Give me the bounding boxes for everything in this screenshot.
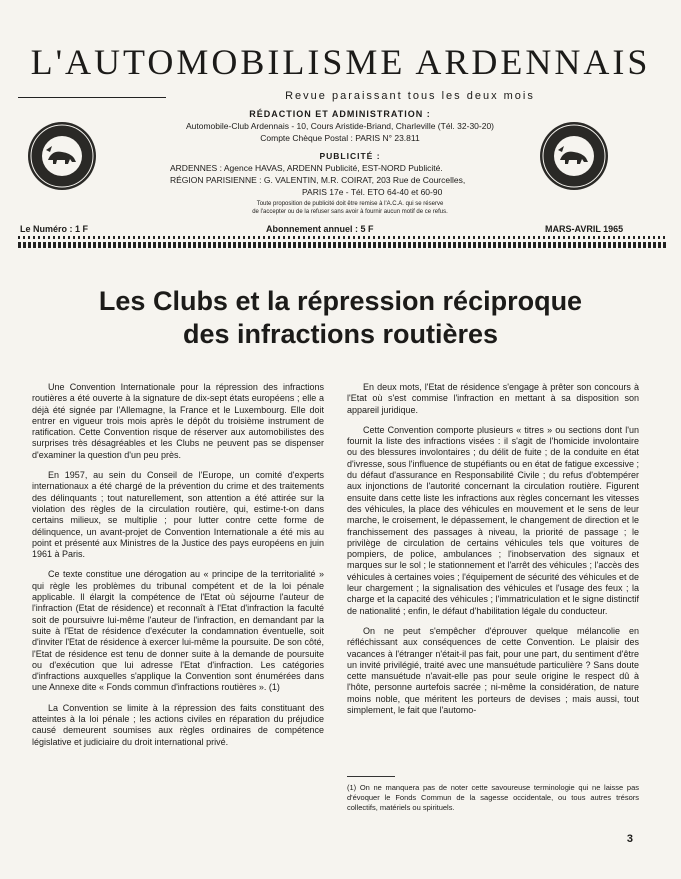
publicite-block	[170, 150, 530, 216]
publicite-ardennes: ARDENNES : Agence HAVAS, ARDENN Publicité, EST-NORD Publicité.	[170, 163, 443, 173]
publicite-region-2: PARIS 17e - Tél. ETO 64-40 et 60-90	[302, 187, 443, 197]
redaction-address: Automobile-Club Ardennais - 10, Cours Aristide-Briand, Charleville (Tél. 32-30-20)	[185, 121, 495, 131]
article-title-line-2: des infractions routières	[182, 319, 499, 349]
issue-price: Le Numéro : 1 F	[20, 224, 89, 234]
issue-date: MARS-AVRIL 1965	[545, 224, 624, 234]
postal-account: Compte Chèque Postal : PARIS N° 23.811	[260, 133, 420, 143]
redaction-heading: RÉDACTION ET ADMINISTRATION :	[249, 109, 431, 119]
article-title	[0, 285, 681, 351]
subtitle-rule	[18, 97, 166, 98]
page-number: 3	[626, 833, 633, 845]
publicite-region-1: RÉGION PARISIENNE : G. VALENTIN, M.R. COIRAT, 203 Rue de Courcelles,	[170, 175, 466, 185]
paragraph: Cette Convention comporte plusieurs « titres » ou sections dont l'un fournit la liste des infractions visées : il s'agit de l'homicide involontaire ou des blessures involontaires ; du délit de fuite ; de la conduite en état d'ivresse, sous l'influence de stupéfiants ou en état de fatigue excessive ; du défaut d'assurance en Responsabilité Civile ; du refus d'obtempérer aux injonctions de l'autorité concernant la circulation routière. Figurent ensuite dans cette liste les infractions aux règles concernant les vitesses des véhicules, la place des véhicules en mouvement et le sens de leur marche, le croisement, le dépassement, le changement de direction et le franchissement des passages à niveau, la priorité de passage ; le privilège de circulation de certains véhicules tels que voitures de pompiers, de police, ambulances ; l'inobservation des signaux et marques sur le sol ; le stationnement et l'arrêt des véhicules ; l'accès des véhicules à certaines voies ; l'équipement de sécurité des véhicules et de leur chargement ; la signalisation des véhicules et l'usage des feux ; la charge et la capacité des véhicules ; l'immatriculation et le signe distinctif de nationalité ; enfin, le défaut d'habilitation légale du conducteur.	[347, 424, 639, 616]
masthead-title: L'AUTOMOBILISME ARDENNAIS	[30, 42, 651, 82]
paragraph: En 1957, au sein du Conseil de l'Europe, un comité d'experts internationaux a été chargé de la prévention du crime et des traitements des délinquants ; tout naturellement, son attention a été attirée sur la violation des règles de la circulation routière, qui, estime-t-on dans certains milieux, se multiplie ; pour lutter contre cette forme de délinquence, un avant-projet de Convention Internationale a été mis au point et présenté aux Ministres de la Justice des pays européens en juin 1961 à Paris.	[32, 470, 324, 560]
redaction-block	[110, 108, 570, 144]
footnote: (1) On ne manquera pas de noter cette savoureuse terminologie qui ne laisse pas d'évoquer le Fonds Commun de la sagesse occidentale, ou tous autres trésors collectifs, matériels ou spirituels.	[347, 783, 639, 812]
article-column-right	[347, 382, 639, 725]
publicite-notice-1: Toute proposition de publicité doit être remise à l'A.C.A. qui se réserve	[256, 201, 444, 207]
annual-subscription: Abonnement annuel : 5 F	[266, 224, 374, 234]
paragraph: Une Convention Internationale pour la répression des infractions routières a été ouverte à la signature de dix-sept états européens ; elle a déjà été signée par l'Allemagne, la France et le Luxembourg. Elle doit entrer en vigueur trois mois après le dépôt du troisième instrument de ratification. Cette Convention risque de réserver aux automobilistes des surprises très désagréables et les Clubs ne peuvent pas se dispenser d'examiner la question d'un peu près.	[32, 382, 324, 460]
footnote-rule	[347, 776, 395, 777]
subtitle: Revue paraissant tous les deux mois	[285, 90, 535, 102]
article-title-line-1: Les Clubs et la répression réciproque	[98, 286, 583, 316]
publicite-heading: PUBLICITÉ :	[319, 151, 381, 161]
publicite-notice-2: de l'accepter ou de la refuser sans avoir à fournir aucun motif de ce refus.	[252, 209, 448, 215]
header-divider-bottom	[18, 242, 666, 248]
club-emblem-left-icon	[26, 120, 98, 192]
article-column-left	[32, 382, 324, 757]
header-divider-top	[18, 236, 666, 239]
paragraph: La Convention se limite à la répression des faits constituant des atteintes à la loi pénale ; les actions civiles en réparation du préjudice causé demeurent soumises aux règles ordinaires de compétence législative et judiciaire du droit international privé.	[32, 702, 324, 747]
paragraph: Ce texte constitue une dérogation au « principe de la territorialité » qui règle les problèmes du tribunal compétent et de la loi pénale applicable. Il élargit la compétence de l'Etat où séjourne l'auteur de l'infraction (Etat de résidence) et reconnaît à l'Etat d'infraction la faculté soit de poursuivre lui-même l'auteur de l'infraction, en demandant par la suite à l'Etat de résidence d'exécuter la condamnation éventuelle, soit d'inviter l'Etat de résidence à exercer lui-même la poursuite. De son côté, l'Etat de résidence est tenu de donner suite à la demande de poursuite ou d'exécution que lui adresse l'Etat d'infraction. Les catégories d'infractions auxquelles s'applique la Convention sont énumérées dans une Annexe dite « Fonds commun d'infractions routières ». (1)	[32, 569, 324, 693]
paragraph: En deux mots, l'Etat de résidence s'engage à prêter son concours à l'Etat où s'est commise l'infraction en mettant à sa disposition son appareil juridique.	[347, 382, 639, 415]
paragraph: On ne peut s'empêcher d'éprouver quelque mélancolie en réfléchissant aux conséquences de cette Convention. Le plaisir des vacances à l'étranger n'était-il pas fait, pour une part, du sentiment d'être un invité privilégié, traité avec une mansuétude particulière ? Sans doute cette mansuétude n'avait-elle pas pour seule origine le respect dû à l'hôte, personne aurtefois sacrée ; ni-même la considération, de nature moins noble, que méritent les porteurs de devises ; mais aussi, tout simplement, le fait que l'automo-	[347, 625, 639, 716]
